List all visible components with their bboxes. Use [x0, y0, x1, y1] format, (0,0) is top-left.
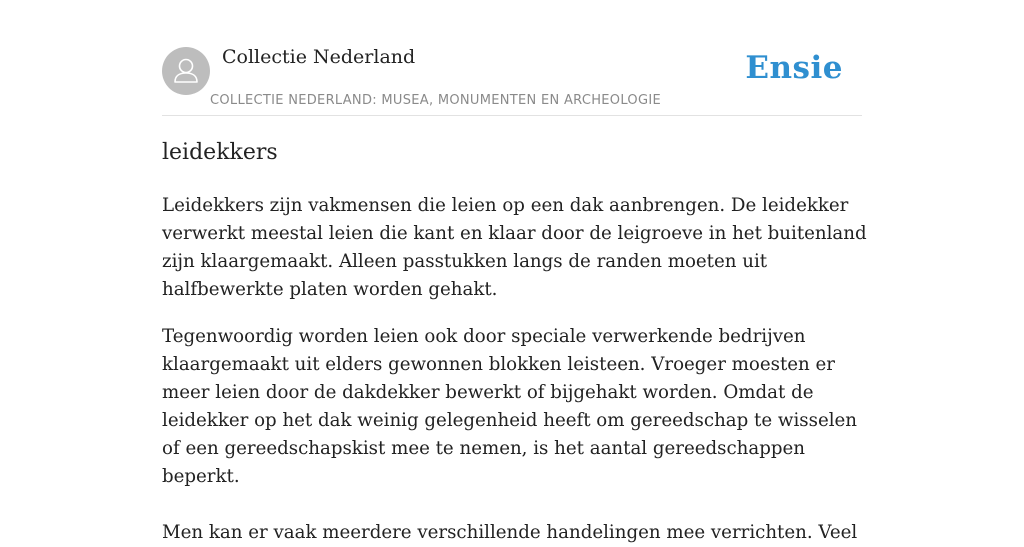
- collection-name[interactable]: COLLECTIE NEDERLAND: MUSEA, MONUMENTEN EN ARCHEOLOGIE: [210, 93, 661, 108]
- user-silhouette-icon: [162, 47, 210, 95]
- author-name[interactable]: Collectie Nederland: [222, 46, 416, 68]
- paragraph: Men kan er vaak meerdere verschillende handelingen mee verrichten. Veel: [162, 522, 858, 543]
- article-header: [162, 44, 862, 116]
- paragraph: Tegenwoordig worden leien ook door speciale verwerkende bedrijven klaargemaakt uit elders gewonnen blokken leisteen. Vroeger moesten er meer leien door de dakdekker bewerkt of bijgehakt worden. Omdat de leidekker op het dak weinig gelegenheid heeft om gereedschap te wisselen of een gereedschapskist mee te nemen, is het aantal gereedschappen beperkt.: [162, 326, 858, 487]
- article-body: [162, 192, 868, 547]
- ensie-logo[interactable]: Ensie: [745, 50, 843, 86]
- article-title: leidekkers: [162, 140, 278, 165]
- paragraph: Leidekkers zijn vakmensen die leien op een dak aanbrengen. De leidekker verwerkt meestal leien die kant en klaar door de leigroeve in het buitenland zijn klaargemaakt. Alleen passtukken langs de randen moeten uit halfbewerkte platen worden gehakt.: [162, 195, 867, 300]
- author-avatar[interactable]: [162, 47, 210, 95]
